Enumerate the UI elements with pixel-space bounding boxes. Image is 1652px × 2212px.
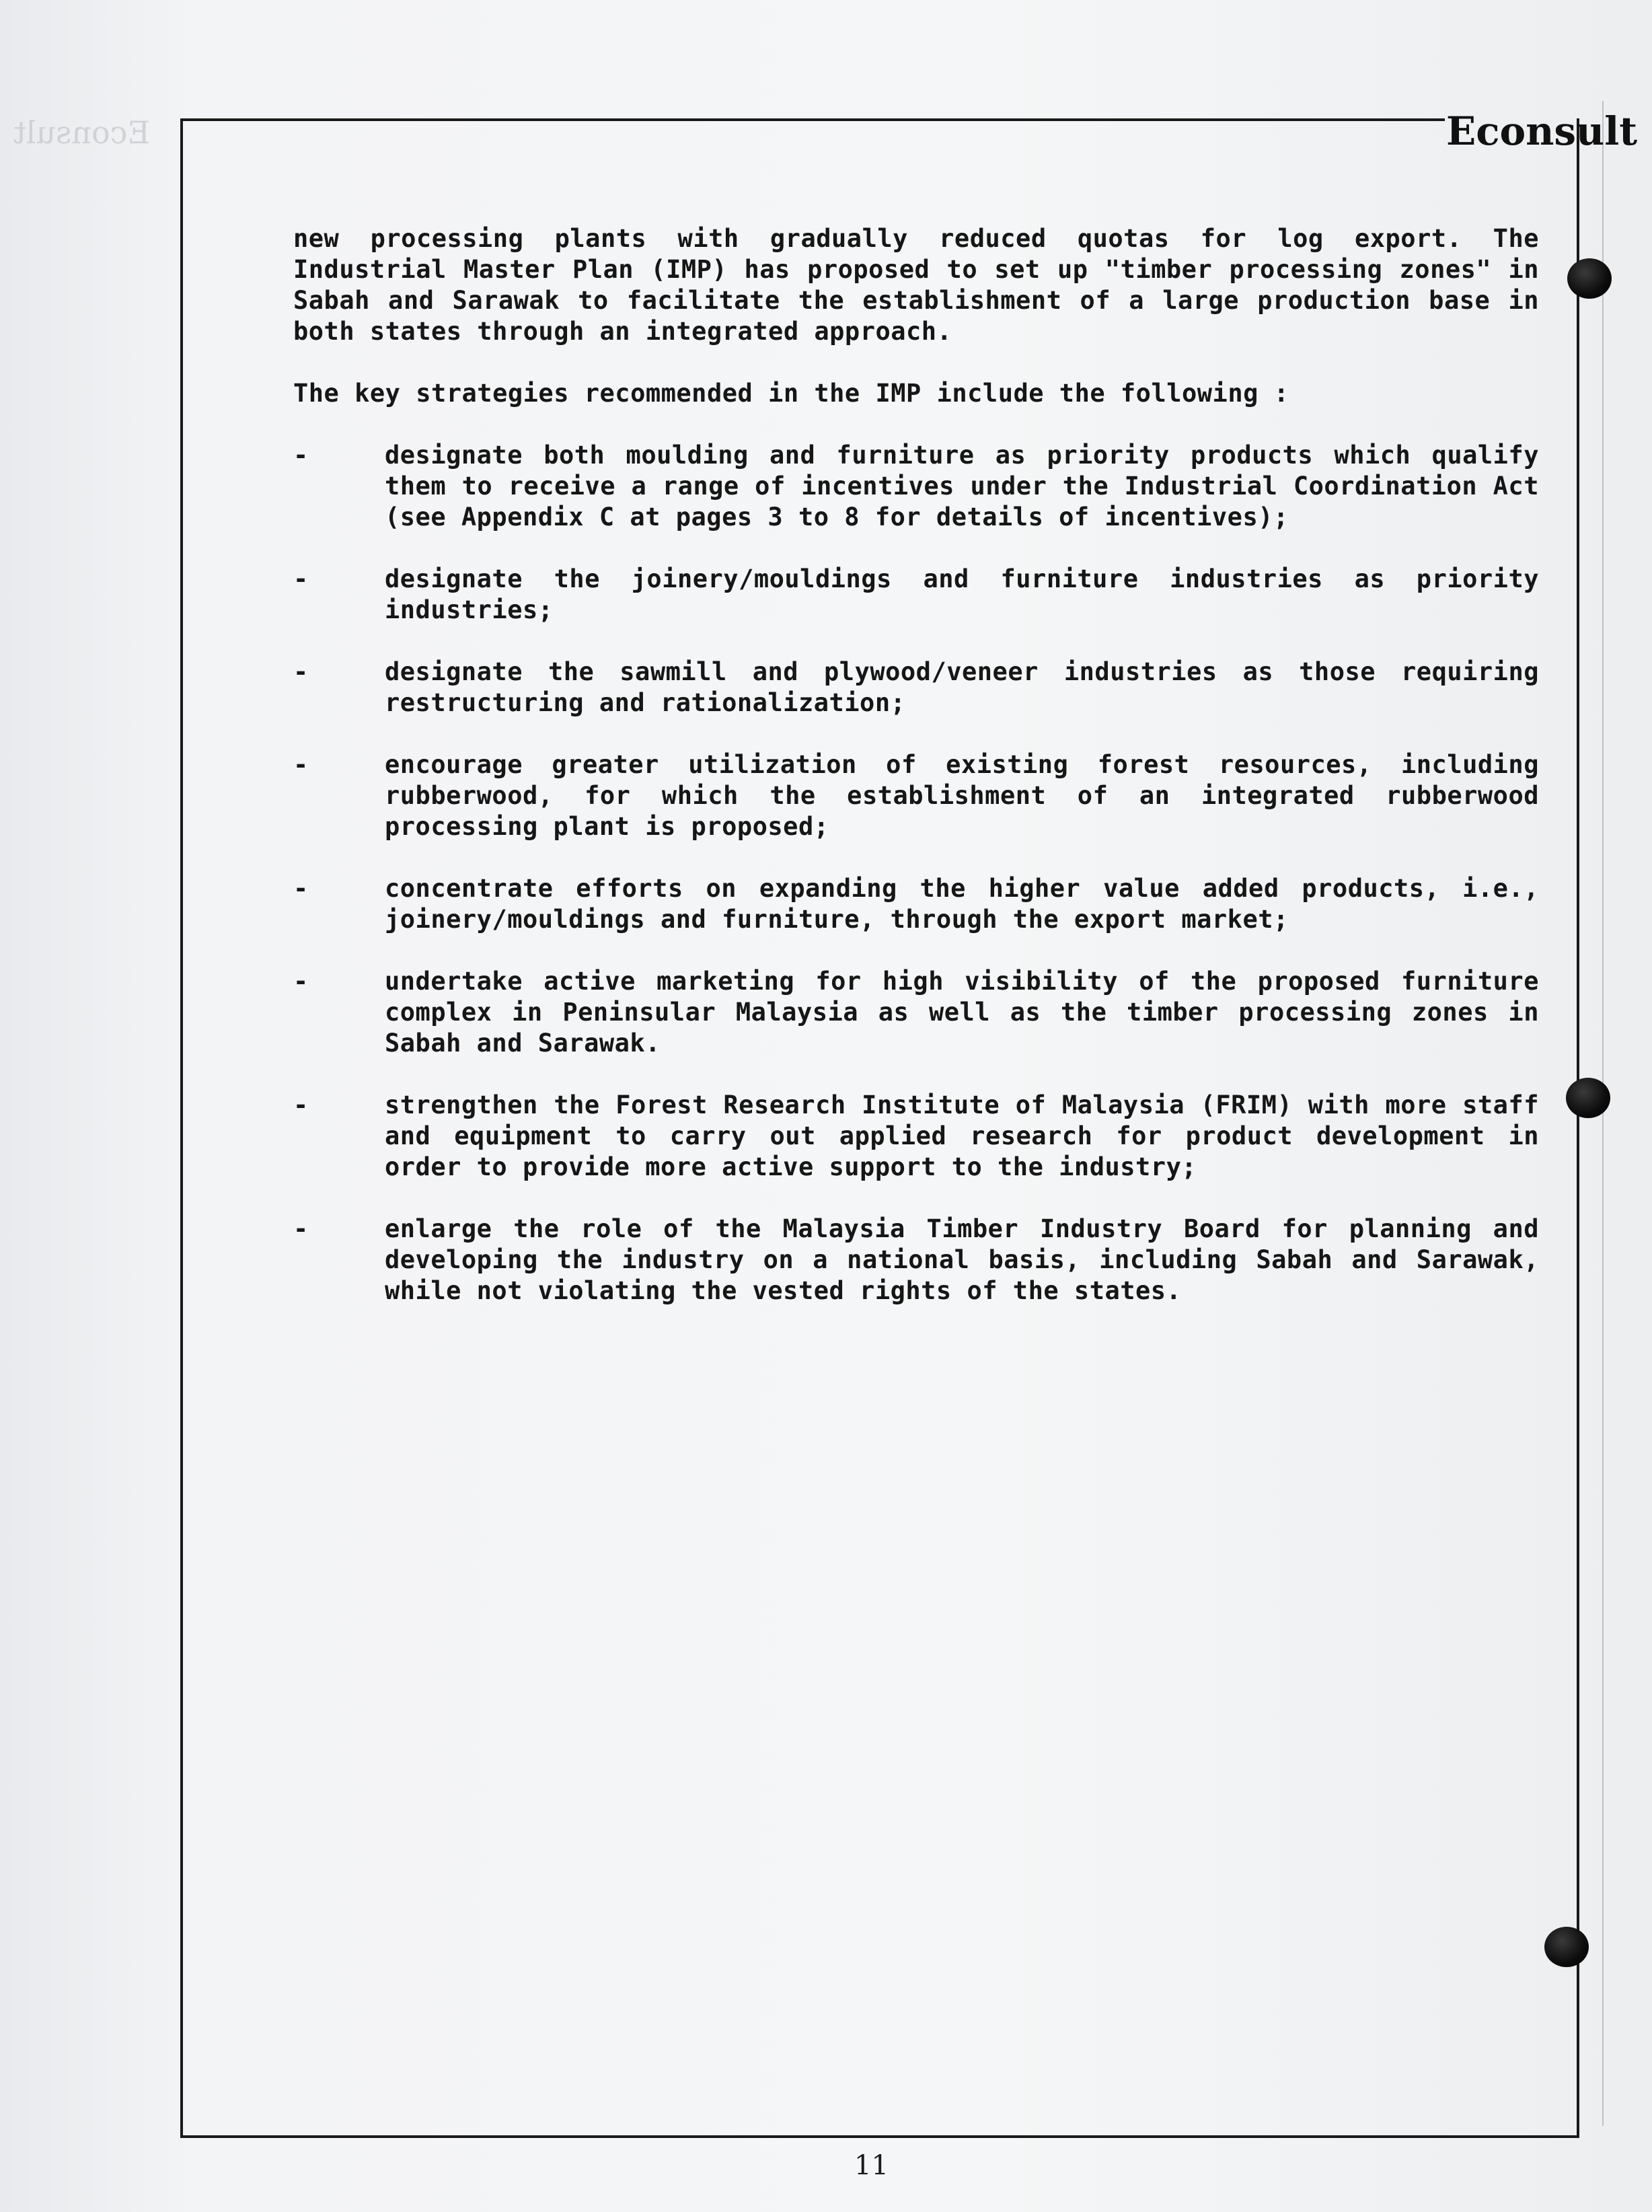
list-dash: -	[293, 564, 309, 593]
header-rule	[180, 118, 1445, 121]
list-dash: -	[293, 657, 309, 686]
list-dash: -	[293, 874, 309, 903]
list-item-text: undertake active marketing for high visibility of the proposed furniture complex in Peninsular Malaysia as well as the timber processing zones in Sabah and Sarawak.	[385, 967, 1539, 1058]
list-item-text: encourage greater utilization of existing forest resources, including rubberwood, for which the establishment of an integrated rubberwood processing plant is proposed;	[385, 750, 1539, 841]
lead-paragraph: The key strategies recommended in the IMP include the following :	[293, 379, 1289, 408]
list-item	[293, 564, 1539, 626]
list-item-text: designate the sawmill and plywood/veneer industries as those requiring restructuring and rationalization;	[385, 657, 1539, 717]
document-body	[293, 223, 1539, 1337]
punch-hole-middle	[1566, 1078, 1610, 1118]
strategy-list	[293, 440, 1539, 1306]
list-item	[293, 873, 1539, 935]
list-item	[293, 440, 1539, 533]
list-dash: -	[293, 441, 309, 470]
brand-logo: Econsult	[1446, 108, 1638, 154]
page-edge-line	[1602, 101, 1604, 2126]
list-dash: -	[293, 1091, 309, 1119]
list-item	[293, 749, 1539, 842]
page-number: 11	[854, 2150, 889, 2181]
list-item-text: designate both moulding and furniture as priority products which qualify them to receive a range of incentives under the Industrial Coordination Act (see Appendix C at pages 3 to 8 for details of incentives);	[385, 441, 1539, 531]
list-dash: -	[293, 1214, 309, 1243]
bleed-through-brand: Econsult	[13, 114, 151, 151]
list-dash: -	[293, 750, 309, 779]
list-item	[293, 657, 1539, 718]
list-item-text: designate the joinery/mouldings and furniture industries as priority industries;	[385, 564, 1539, 624]
list-item	[293, 1090, 1539, 1183]
intro-paragraph: new processing plants with gradually reduced quotas for log export. The Industrial Master Plan (IMP) has proposed to set up "timber processing zones" in Sabah and Sarawak to facilitate the establishment of a large production base in both states through an integrated approach.	[293, 224, 1539, 346]
list-item-text: strengthen the Forest Research Institute of Malaysia (FRIM) with more staff and equipment to carry out applied research for product development in order to provide more active support to the industry;	[385, 1091, 1539, 1181]
list-item	[293, 966, 1539, 1059]
list-item-text: concentrate efforts on expanding the higher value added products, i.e., joinery/mouldings and furniture, through the export market;	[385, 874, 1539, 934]
list-item-text: enlarge the role of the Malaysia Timber Industry Board for planning and developing the industry on a national basis, including Sabah and Sarawak, while not violating the vested rights of the states.	[385, 1214, 1539, 1305]
list-dash: -	[293, 967, 309, 996]
punch-hole-top	[1567, 258, 1612, 299]
list-item	[293, 1214, 1539, 1306]
punch-hole-bottom	[1544, 1927, 1589, 1967]
